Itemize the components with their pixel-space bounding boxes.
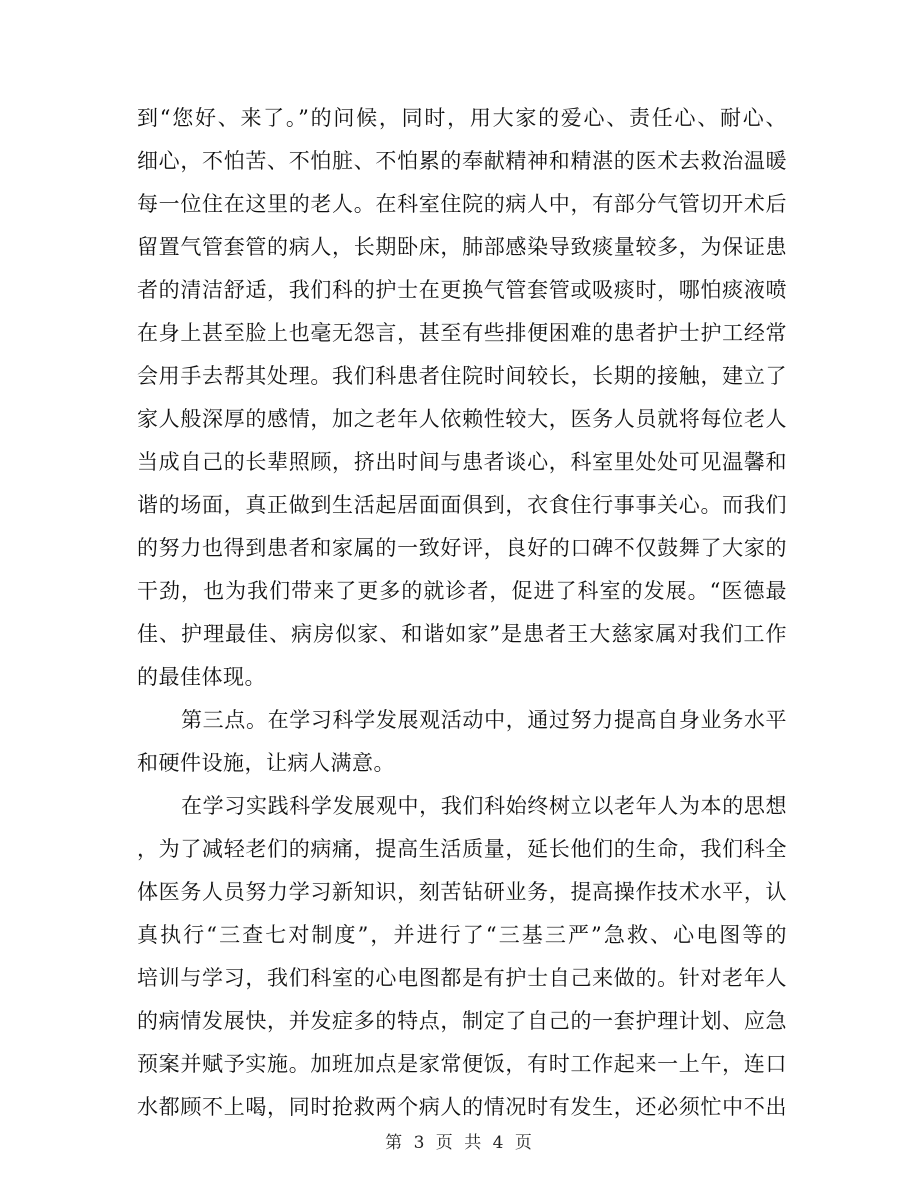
text-line: 的努力也得到患者和家属的一致好评，良好的口碑不仅鼓舞了大家的 bbox=[137, 536, 787, 560]
text-line: 谐的场面，真正做到生活起居面面俱到，衣食住行事事关心。而我们 bbox=[137, 493, 787, 517]
text-line: 培训与学习，我们科室的心电图都是有护士自己来做的。针对老年人 bbox=[137, 966, 787, 990]
text-line: 的最佳体现。 bbox=[137, 665, 266, 689]
text-line: 每一位住在这里的老人。在科室住院的病人中，有部分气管切开术后 bbox=[137, 192, 787, 216]
text-line: 在学习实践科学发展观中，我们科始终树立以老年人为本的思想 bbox=[181, 794, 787, 818]
text-line: 体医务人员努力学习新知识，刻苦钻研业务，提高操作技术水平，认 bbox=[137, 880, 787, 904]
text-line: 佳、护理最佳、病房似家、和谐如家”是患者王大慈家属对我们工作 bbox=[137, 622, 787, 646]
text-line: 会用手去帮其处理。我们科患者住院时间较长，长期的接触，建立了 bbox=[137, 364, 787, 388]
text-line: 细心，不怕苦、不怕脏、不怕累的奉献精神和精湛的医术去救治温暖 bbox=[137, 149, 787, 173]
text-line: ，为了减轻老们的病痛，提高生活质量，延长他们的生命，我们科全 bbox=[137, 837, 787, 861]
text-line: 干劲，也为我们带来了更多的就诊者，促进了科室的发展。“医德最 bbox=[137, 579, 787, 603]
text-line: 真执行“三查七对制度”，并进行了“三基三严”急救、心电图等的 bbox=[137, 923, 787, 947]
text-line: 水都顾不上喝，同时抢救两个病人的情况时有发生，还必须忙中不出 bbox=[137, 1095, 787, 1119]
page-number-footer: 第 3 页 共 4 页 bbox=[385, 1133, 535, 1153]
text-line: 的病情发展快，并发症多的特点，制定了自己的一套护理计划、应急 bbox=[137, 1009, 787, 1033]
text-line: 家人般深厚的感情，加之老年人依赖性较大，医务人员就将每位老人 bbox=[137, 407, 787, 431]
text-line: 留置气管套管的病人，长期卧床，肺部感染导致痰量较多，为保证患 bbox=[137, 235, 787, 259]
section-heading-line: 第三点。在学习科学发展观活动中，通过努力提高自身业务水平 bbox=[181, 708, 787, 732]
section-heading-line: 和硬件设施，让病人满意。 bbox=[137, 751, 395, 775]
text-line: 到“您好、来了。”的问候，同时，用大家的爱心、责任心、耐心、 bbox=[137, 106, 787, 130]
text-line: 者的清洁舒适，我们科的护士在更换气管套管或吸痰时，哪怕痰液喷 bbox=[137, 278, 787, 302]
text-line: 当成自己的长辈照顾，挤出时间与患者谈心，科室里处处可见温馨和 bbox=[137, 450, 787, 474]
text-line: 在身上甚至脸上也毫无怨言，甚至有些排便困难的患者护士护工经常 bbox=[137, 321, 787, 345]
text-line: 预案并赋予实施。加班加点是家常便饭，有时工作起来一上午，连口 bbox=[137, 1052, 787, 1076]
